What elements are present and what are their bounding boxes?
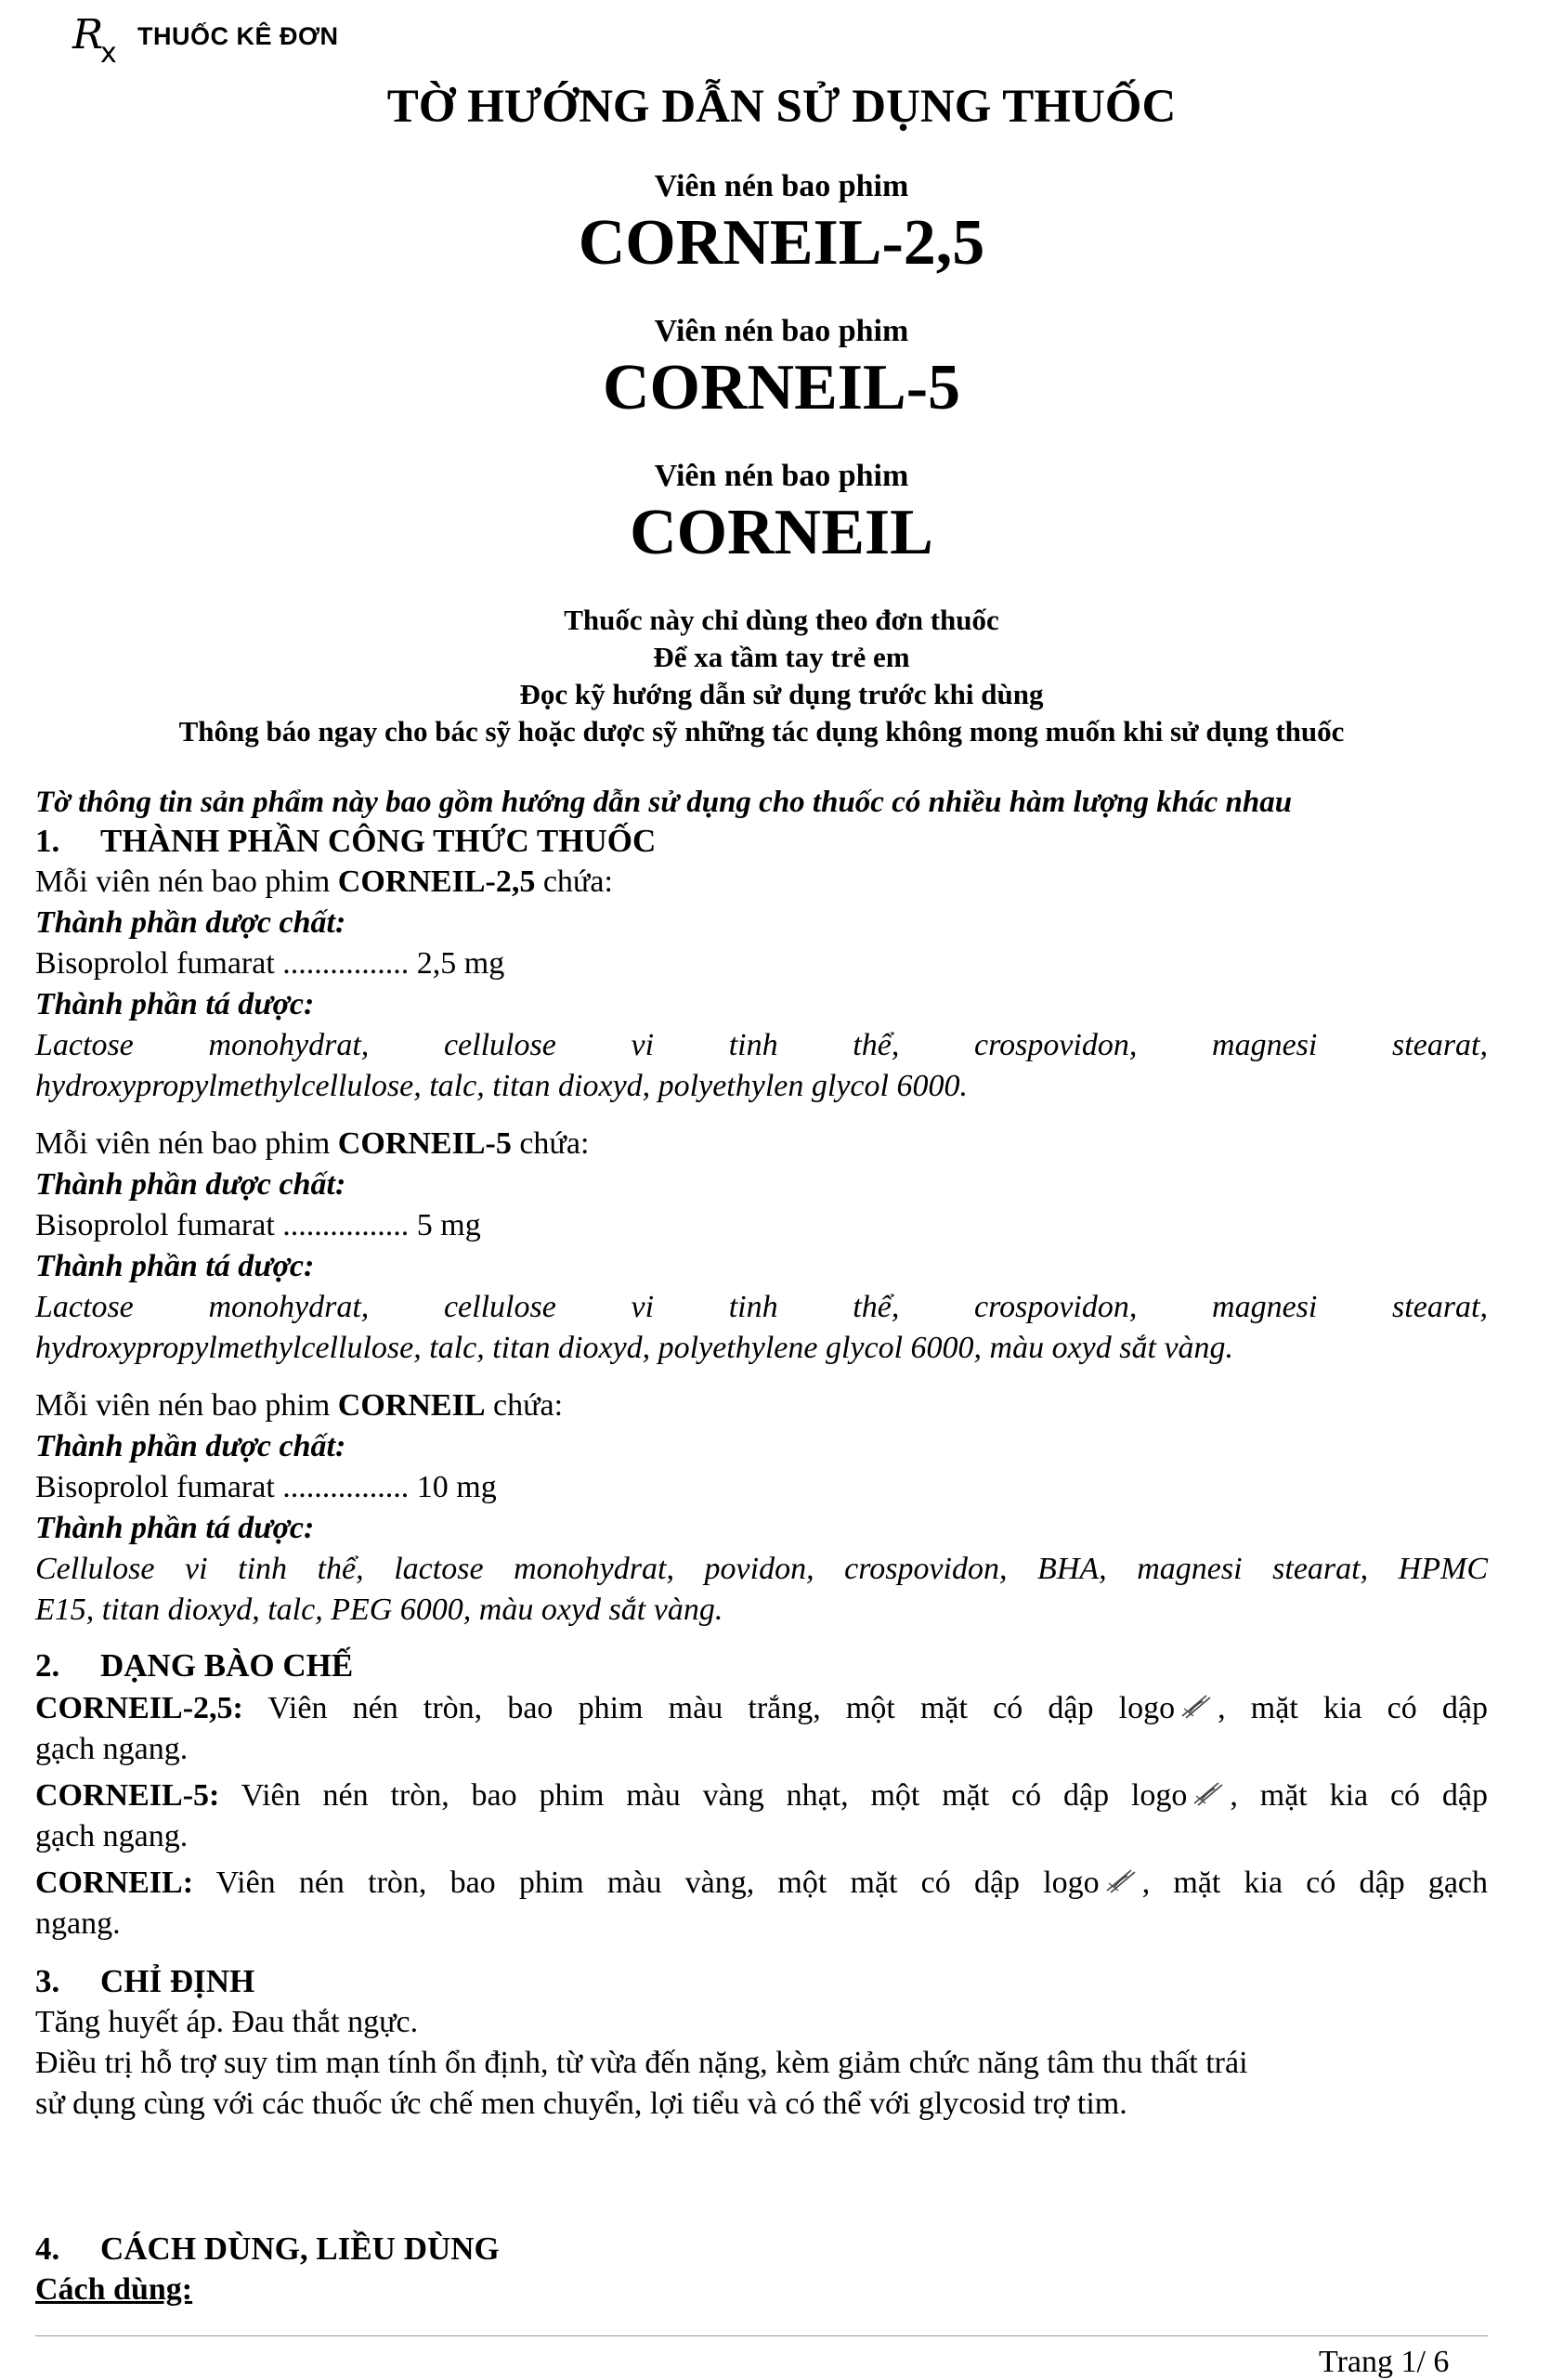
indication-text: sử dụng cùng với các thuốc ức chế men chuyển, lợi tiểu và có thể với glycosid trợ tim. [35,2087,1127,2121]
dosage-form-line: ngang. [35,1906,121,1941]
dosage-form-line: gạch ngang. [35,1819,189,1853]
footer-divider [35,2335,1488,2336]
rx-icon: R x [72,11,117,70]
active-ingredient: Bisoprolol fumarat ................ 2,5 mg [35,946,505,981]
warning-line: Thông báo ngay cho bác sỹ hoặc dược sỹ những tác dụng không mong muốn khi sử dụng thuốc [178,715,1345,748]
active-label: Thành phần dược chất: [35,1167,346,1202]
warning-line: Để xa tầm tay trẻ em [653,641,910,673]
active-ingredient: Bisoprolol fumarat ................ 5 mg [35,1208,481,1242]
tablet-logo-icon [1103,1866,1139,1894]
product-form-3: Viên nén bao phim [654,459,909,493]
composition-intro: Mỗi viên nén bao phim CORNEIL-5 chứa: [35,1126,590,1161]
product-name-3: CORNEIL [630,497,933,568]
excipient-text: Lactose monohydrat, cellulose vi tinh thể, crospovidon, magnesi stearat, [35,1290,1488,1324]
excipient-text: Cellulose vi tinh thể, lactose monohydrat, povidon, crospovidon, BHA, magnesi stearat, HPMC [35,1552,1488,1586]
document-title: TỜ HƯỚNG DẪN SỬ DỤNG THUỐC [386,81,1177,133]
product-name-1: CORNEIL-2,5 [578,207,985,279]
section-3-heading: 3. CHỈ ĐỊNH [35,1963,255,1999]
dosage-form-line: CORNEIL-5: Viên nén tròn, bao phim màu vàng nhạt, một mặt có dập logo , mặt kia có dập [35,1778,1489,1813]
section-4-heading: 4. CÁCH DÙNG, LIỀU DÙNG [35,2230,500,2267]
active-label: Thành phần dược chất: [35,1429,346,1463]
section-2-heading: 2. DẠNG BÀO CHẾ [35,1647,354,1684]
indication-text: Điều trị hỗ trợ suy tim mạn tính ổn định, từ vừa đến nặng, kèm giảm chức năng tâm thu thất trái [35,2046,1248,2080]
dosage-form-line: CORNEIL: Viên nén tròn, bao phim màu vàng, một mặt có dập logo , mặt kia có dập gạch [35,1866,1488,1900]
excipient-label: Thành phần tá dược: [35,1249,315,1283]
dosage-form-line: gạch ngang. [35,1732,189,1766]
rx-label: THUỐC KÊ ĐƠN [137,22,339,50]
excipient-label: Thành phần tá dược: [35,987,315,1021]
active-label: Thành phần dược chất: [35,905,346,940]
product-form-1: Viên nén bao phim [654,169,909,203]
intro-note: Tờ thông tin sản phẩm này bao gồm hướng dẫn sử dụng cho thuốc có nhiều hàm lượng khác nhau [35,786,1293,819]
active-ingredient: Bisoprolol fumarat ................ 10 mg [35,1470,497,1504]
excipient-text: hydroxypropylmethylcellulose, talc, titan dioxyd, polyethylene glycol 6000, màu oxyd sắt vàng. [35,1331,1234,1365]
tablet-logo-icon [1179,1692,1214,1720]
excipient-label: Thành phần tá dược: [35,1511,315,1545]
excipient-text: Lactose monohydrat, cellulose vi tinh thể, crospovidon, magnesi stearat, [35,1028,1488,1062]
usage-subheading-row [35,2269,1488,2310]
composition-intro: Mỗi viên nén bao phim CORNEIL chứa: [35,1388,564,1423]
section-1-heading: 1. THÀNH PHẦN CÔNG THỨC THUỐC [35,823,657,859]
product-name-2: CORNEIL-5 [602,352,961,423]
dosage-form-line: CORNEIL-2,5: Viên nén tròn, bao phim màu trắng, một mặt có dập logo , mặt kia có dập [35,1691,1489,1725]
warning-line: Đọc kỹ hướng dẫn sử dụng trước khi dùng [519,678,1044,710]
usage-subheading: Cách dùng: [35,2272,193,2307]
page-number: Trang 1/ 6 [1319,2345,1450,2379]
composition-intro: Mỗi viên nén bao phim CORNEIL-2,5 chứa: [35,865,613,899]
product-form-2: Viên nén bao phim [654,314,909,348]
rx-header [72,13,339,69]
indication-text: Tăng huyết áp. Đau thắt ngực. [35,2005,419,2039]
warning-line: Thuốc này chỉ dùng theo đơn thuốc [564,604,999,636]
excipient-text: hydroxypropylmethylcellulose, talc, titan dioxyd, polyethylen glycol 6000. [35,1069,968,1103]
tablet-logo-icon [1191,1779,1226,1807]
excipient-text: E15, titan dioxyd, talc, PEG 6000, màu oxyd sắt vàng. [35,1593,723,1627]
